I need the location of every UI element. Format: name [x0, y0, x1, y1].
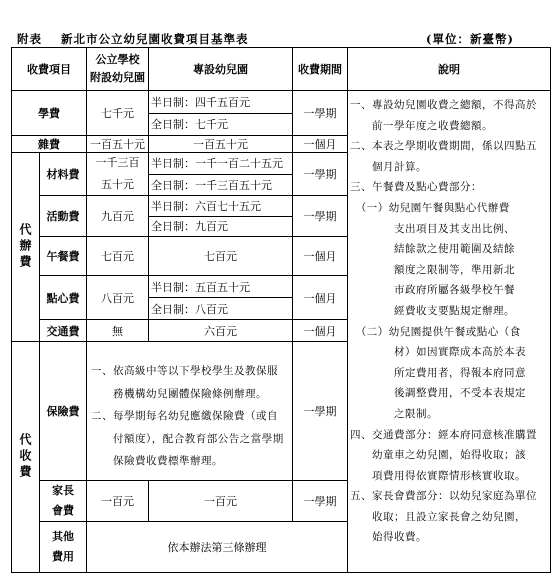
note-line: 之限制。 — [350, 407, 438, 420]
row-material-period: 一學期 — [292, 152, 348, 196]
insurance-line: 一、依高級中等以下學校學生及教保服 — [91, 365, 278, 377]
row-tuition-period: 一學期 — [292, 90, 348, 136]
col-header-public-line2: 附設幼兒園 — [90, 71, 145, 84]
row-lunch-special: 七百元 — [148, 236, 293, 276]
row-material-public-line1: 一千三百 — [95, 156, 140, 169]
row-misc-period: 一個月 — [292, 135, 348, 153]
row-material-public-line2: 五十元 — [101, 178, 134, 191]
unit-label: (單位：新臺幣) — [426, 32, 514, 46]
notes-cell — [347, 90, 551, 573]
annex-label: 附表 — [17, 32, 42, 46]
col-header-notes: 說明 — [347, 47, 551, 91]
row-material-full-day: 全日制：一千三百五十元 — [149, 174, 292, 196]
row-other-text: 依本辦法第三條辦理 — [86, 521, 348, 573]
note-line: 始得收費。 — [350, 531, 427, 544]
row-transport-name: 交通費 — [39, 319, 87, 342]
row-lunch-name: 午餐費 — [39, 236, 87, 276]
group-collect-fee: 代收費 — [11, 341, 40, 573]
row-activity-public: 九百元 — [86, 195, 149, 237]
col-header-item: 收費項目 — [11, 47, 87, 91]
row-tuition-special — [148, 90, 293, 136]
row-misc-special: 一百五十元 — [148, 135, 293, 153]
note-line: 項費用得依實際情形核實收取。 — [350, 469, 526, 482]
note-line: 額度之限制等，準用新北 — [350, 263, 515, 276]
row-activity-name: 活動費 — [39, 195, 87, 237]
row-snack-half-day: 半日制：五百五十元 — [151, 280, 250, 294]
row-parents-name — [39, 480, 87, 522]
row-misc-name: 雜費 — [11, 135, 87, 153]
note-line: 五、家長會費部分：以幼兒家庭為單位 — [350, 490, 537, 503]
row-parents-public: 一百元 — [86, 480, 149, 522]
row-tuition-full-day: 全日制：七千元 — [149, 113, 292, 136]
note-line: 支出項目及其支出比例、 — [350, 222, 515, 235]
row-snack-name: 點心費 — [39, 275, 87, 320]
insurance-line: 二、每學期每名幼兒應繳保險費（或自 — [91, 410, 278, 422]
note-line: 經費收支要點規定辦理。 — [350, 304, 515, 317]
row-insurance-period: 一學期 — [292, 341, 348, 481]
insurance-line: 保險費收費標準辦理。 — [91, 455, 223, 467]
row-activity-special — [148, 195, 293, 237]
row-lunch-public: 七百元 — [86, 236, 149, 276]
col-header-special: 專設幼兒園 — [148, 47, 293, 91]
row-parents-special: 一百元 — [148, 480, 293, 522]
row-misc-public: 一百五十元 — [86, 135, 149, 153]
note-line: 所定費用者，得報本府同意 — [350, 366, 526, 379]
note-line: 三、午餐費及點心費部分： — [350, 181, 482, 194]
row-tuition-half-day: 半日制：四千五百元 — [151, 95, 250, 109]
note-line: 一、專設幼兒園收費之總額，不得高於 — [350, 99, 537, 111]
row-tuition-public: 七千元 — [86, 90, 149, 136]
table-title: 新北市公立幼兒園收費項目基準表 — [61, 32, 249, 46]
note-line: 二、本表之學期收費期間，係以四點五 — [350, 140, 537, 153]
note-line: 前一學年度之收費總額。 — [350, 119, 493, 132]
row-activity-half-day: 半日制：六百七十五元 — [151, 199, 261, 213]
note-line: 市政府所屬各級學校午餐 — [350, 284, 515, 297]
row-insurance-name: 保險費 — [39, 341, 87, 481]
row-tuition-name: 學費 — [11, 90, 87, 136]
note-line: 收取；且設立家長會之幼兒園， — [350, 510, 526, 523]
note-line: 後調整費用，不受本表規定 — [350, 387, 526, 400]
row-transport-period: 一個月 — [292, 319, 348, 342]
row-parents-name-line1: 家長 — [52, 484, 74, 497]
row-other-name-line2: 費用 — [52, 550, 74, 563]
note-line: 四、交通費部分：經本府同意核准購置 — [350, 428, 537, 441]
row-snack-special — [148, 275, 293, 320]
col-header-public-line1: 公立學校 — [95, 53, 140, 66]
row-activity-full-day: 全日制：九百元 — [149, 216, 292, 237]
row-snack-public: 八百元 — [86, 275, 149, 320]
row-snack-period: 一個月 — [292, 275, 348, 320]
row-material-name: 材料費 — [39, 152, 87, 196]
note-line: 材）如因實際成本高於本表 — [350, 346, 526, 359]
row-activity-period: 一學期 — [292, 195, 348, 237]
row-parents-period: 一學期 — [292, 480, 348, 522]
table-header — [11, 31, 551, 47]
fee-table — [11, 47, 551, 573]
insurance-line: 務機構幼兒團體保險條例辦理。 — [91, 387, 267, 400]
row-transport-special: 六百元 — [148, 319, 293, 342]
row-transport-public: 無 — [86, 319, 149, 342]
col-header-public — [86, 47, 149, 91]
insurance-line: 付額度），配合教育部公告之當學期 — [91, 432, 284, 445]
group-agency-fee: 代辦費 — [11, 152, 40, 342]
row-lunch-period: 一個月 — [292, 236, 348, 276]
note-line: 個月計算。 — [350, 160, 427, 173]
row-parents-name-line2: 會費 — [52, 504, 74, 517]
row-snack-full-day: 全日制：八百元 — [149, 297, 292, 319]
note-line: 幼童車之幼兒園，始得收取；該 — [350, 449, 526, 462]
note-line: （一）幼兒園午餐與點心代辦費 — [350, 201, 510, 214]
note-line: 結餘款之使用範圍及結餘 — [350, 243, 515, 256]
row-other-name — [39, 521, 87, 573]
row-insurance-text — [86, 341, 293, 481]
row-material-special — [148, 152, 293, 196]
note-line: （二）幼兒園提供午餐或點心（食 — [350, 325, 521, 338]
row-material-half-day: 半日制：一千一百二十五元 — [151, 157, 283, 171]
row-material-public — [86, 152, 149, 196]
col-header-period: 收費期間 — [292, 47, 348, 91]
row-other-name-line1: 其他 — [52, 530, 74, 543]
